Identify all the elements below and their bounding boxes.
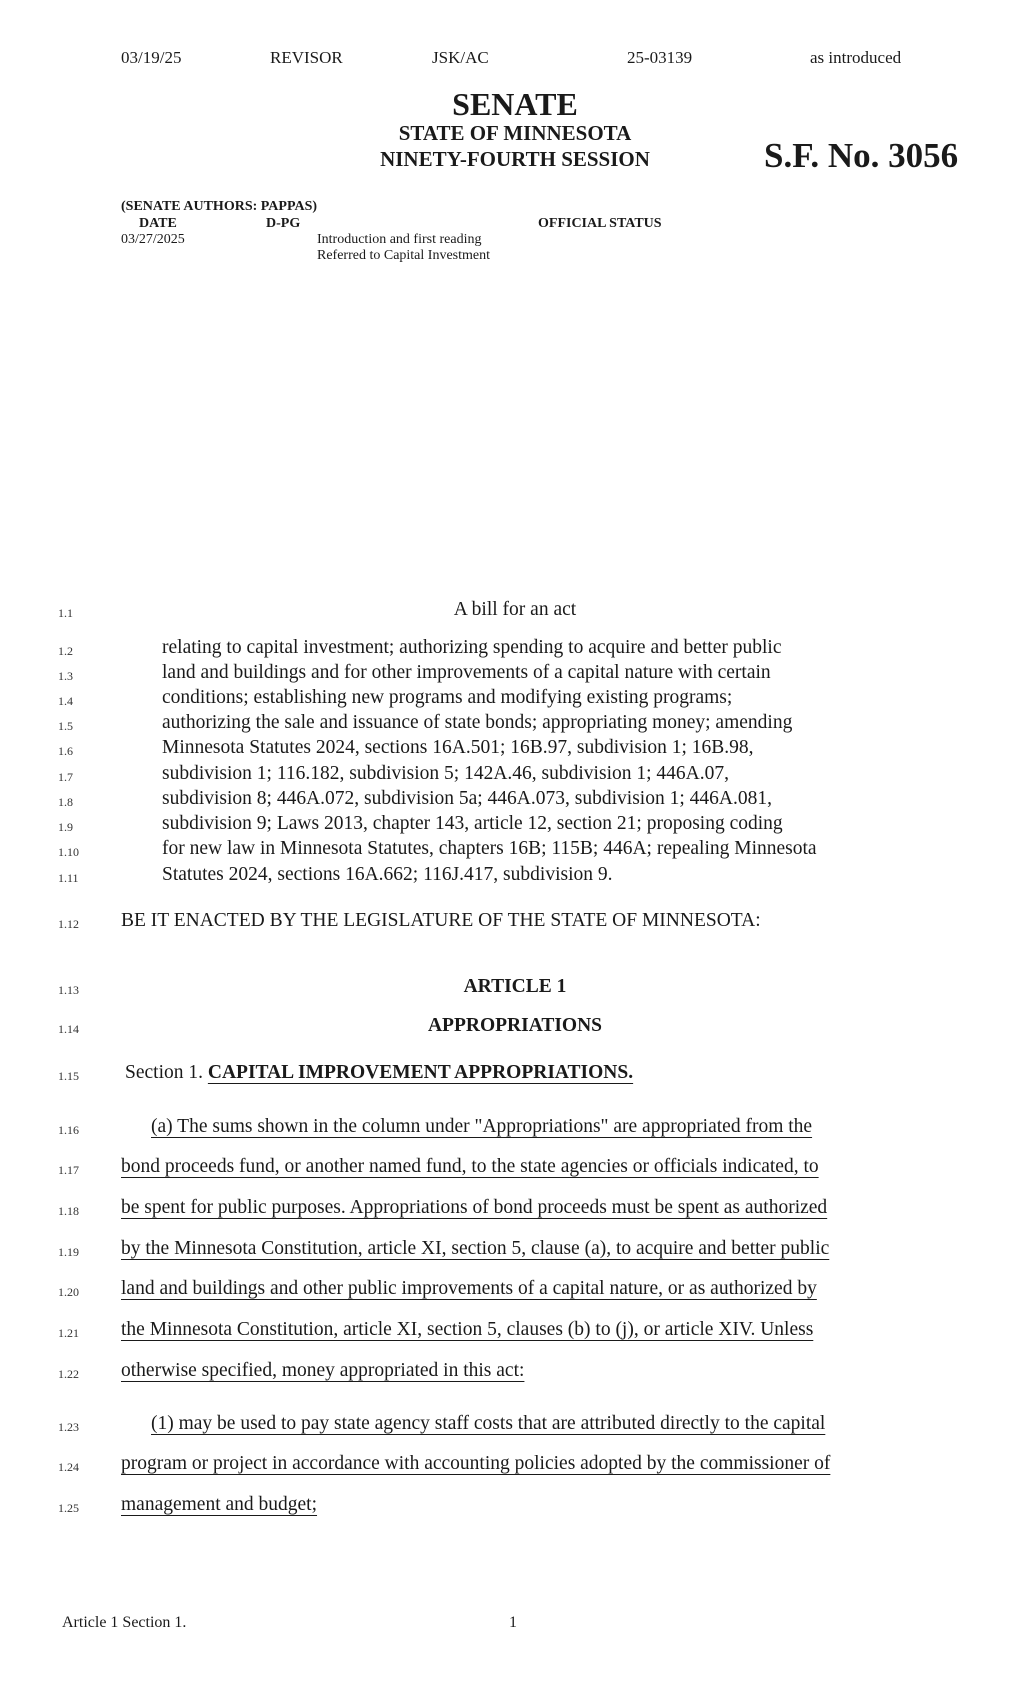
session-title: NINETY-FOURTH SESSION [380,147,650,171]
title-line: Statutes 2024, sections 16A.662; 116J.417, subdivision 9. [162,864,613,885]
body-line: by the Minnesota Constitution, article XI, section 5, clause (a), to acquire and better public [121,1238,830,1259]
line-number: 1.4 [58,694,73,708]
status-entry-action: Introduction and first reading [317,232,482,247]
title-line: for new law in Minnesota Statutes, chapters 16B; 115B; 446A; repealing Minnesota [162,838,817,859]
title-line: relating to capital investment; authorizing spending to acquire and better public [162,637,782,658]
line-number: 1.15 [58,1069,79,1083]
senate-authors: (SENATE AUTHORS: PAPPAS) [121,199,318,214]
line-number: 1.9 [58,820,73,834]
body-line: management and budget; [121,1494,318,1515]
status-col-official: OFFICIAL STATUS [538,216,662,231]
line-number: 1.2 [58,644,73,658]
line-number: 1.20 [58,1285,79,1299]
body-line: otherwise specified, money appropriated in this act: [121,1360,525,1381]
bill-heading: A bill for an act [453,599,577,620]
line-number: 1.25 [58,1501,79,1515]
line-number: 1.10 [58,845,79,859]
line-number: 1.3 [58,669,73,683]
line-number: 1.22 [58,1367,79,1381]
body-line: be spent for public purposes. Appropriations of bond proceeds must be spent as authorized [121,1197,828,1218]
line-number: 1.13 [58,983,79,997]
body-line: the Minnesota Constitution, article XI, section 5, clauses (b) to (j), or article XIV. Unless [121,1319,814,1340]
line-number: 1.17 [58,1163,79,1177]
status-entry-date: 03/27/2025 [121,232,185,247]
line-number: 1.14 [58,1022,79,1036]
line-number: 1.11 [58,871,79,885]
enacting-clause: BE IT ENACTED BY THE LEGISLATURE OF THE STATE OF MINNESOTA: [121,910,761,931]
line-number: 1.5 [58,719,73,733]
line-number: 1.24 [58,1460,79,1474]
body-line: (a) The sums shown in the column under "Appropriations" are appropriated from the [151,1116,813,1137]
line-number: 1.7 [58,770,73,784]
title-line: authorizing the sale and issuance of state bonds; appropriating money; amending [162,712,793,733]
title-line: subdivision 8; 446A.072, subdivision 5a; 446A.073, subdivision 1; 446A.081, [162,788,772,809]
status-entry-referral: Referred to Capital Investment [317,248,490,263]
line-number: 1.6 [58,744,73,758]
line-number: 1.16 [58,1123,79,1137]
body-line: program or project in accordance with accounting policies adopted by the commissioner of [121,1453,831,1474]
title-line: Minnesota Statutes 2024, sections 16A.501; 16B.97, subdivision 1; 16B.98, [162,737,754,758]
bill-number: S.F. No. 3056 [764,136,959,175]
title-line: land and buildings and for other improvements of a capital nature with certain [162,662,771,683]
article-number: ARTICLE 1 [463,976,567,997]
body-line: bond proceeds fund, or another named fund, to the state agencies or officials indicated, to [121,1156,819,1177]
line-number: 1.19 [58,1245,79,1259]
line-number: 1.21 [58,1326,79,1340]
line-number: 1.1 [58,606,73,620]
section-title: CAPITAL IMPROVEMENT APPROPRIATIONS. [207,1062,634,1083]
line-number: 1.23 [58,1420,79,1434]
article-title: APPROPRIATIONS [427,1015,603,1036]
title-line: subdivision 1; 116.182, subdivision 5; 142A.46, subdivision 1; 446A.07, [162,763,729,784]
status-col-date: DATE [139,216,177,231]
section-heading [125,1062,633,1084]
section-prefix: Section 1. [125,1062,208,1083]
body-line: land and buildings and other public improvements of a capital nature, or as authorized by [121,1278,817,1299]
title-line: conditions; establishing new programs and modifying existing programs; [162,687,733,708]
status-col-dpg: D-PG [266,216,301,231]
body-line: (1) may be used to pay state agency staff costs that are attributed directly to the capital [151,1413,826,1434]
line-number: 1.12 [58,917,79,931]
state-title: STATE OF MINNESOTA [398,121,632,145]
footer-page-number: 1 [509,1614,517,1631]
line-number: 1.8 [58,795,73,809]
header-doc-number: 25-03139 [627,48,693,67]
line-number: 1.18 [58,1204,79,1218]
header-initials: JSK/AC [432,48,489,67]
title-line: subdivision 9; Laws 2013, chapter 143, article 12, section 21; proposing coding [162,813,783,834]
header-version: as introduced [810,48,902,67]
header-revisor: REVISOR [270,48,343,67]
chamber-title: SENATE [452,86,578,122]
header-date: 03/19/25 [121,48,182,67]
footer-section-label: Article 1 Section 1. [62,1614,187,1631]
